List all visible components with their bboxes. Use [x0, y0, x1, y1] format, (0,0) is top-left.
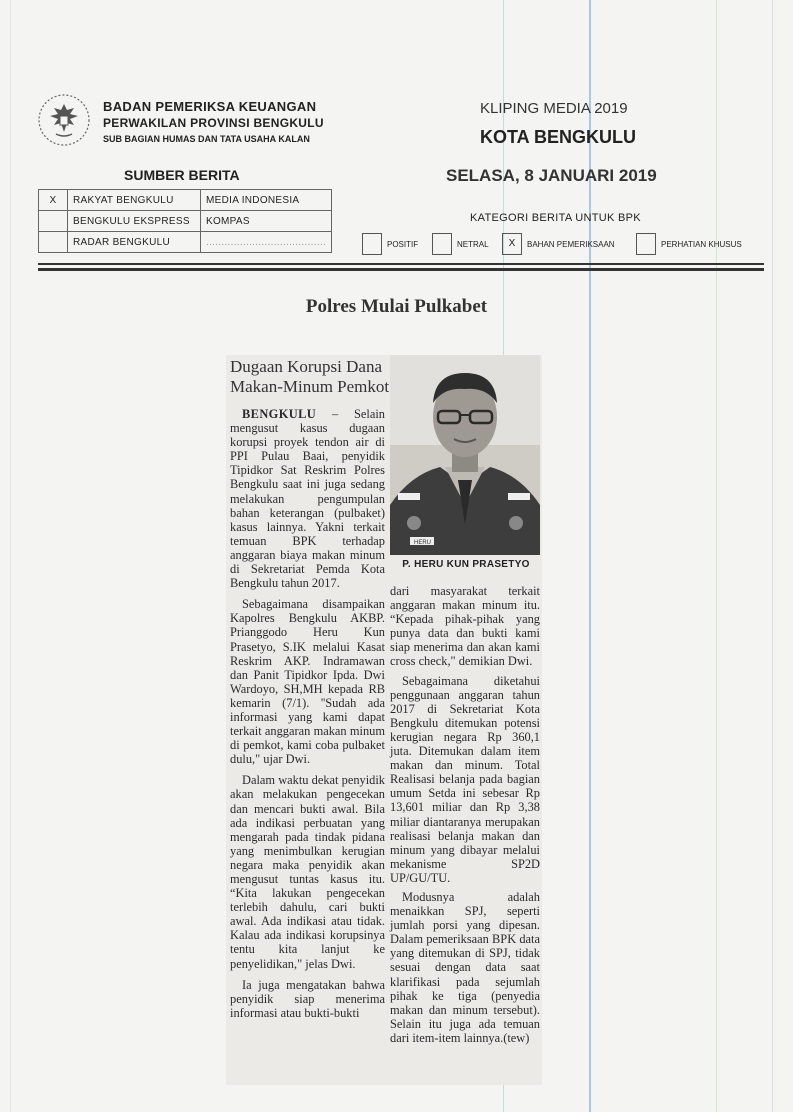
article-headline: Polres Mulai Pulkabet — [305, 296, 488, 317]
table-row — [39, 190, 332, 211]
category-positif — [362, 234, 418, 254]
source-mark: X — [39, 190, 68, 211]
org-region: PERWAKILAN PROVINSI BENGKULU — [103, 116, 324, 130]
article-dateline: BENGKULU — [242, 407, 317, 421]
subhead-line: Makan-Minum Pemkot — [230, 377, 390, 396]
kliping-title: KLIPING MEDIA 2019 — [480, 100, 628, 117]
source-mark — [39, 211, 68, 232]
article-paragraph: dari masyarakat terkait anggaran makan minum itu. “Kepada pihak-pihak yang punya data dan bukti kami siap menerima dan akan kami cross check," demikian Dwi. — [390, 584, 540, 669]
article-column-2 — [390, 584, 540, 1045]
article-paragraph: Sebagaimana disampaikan Kapolres Bengkulu AKBP. Prianggodo Heru Kun Prasetyo, S.IK melalui Kasat Reskrim AKP. Indramawan dan Panit Tipidkor Ipda. Dwi Wardoyo, SH,MH kepada RB kemarin (7/1). ''Sudah ada informasi yang kami dapat terkait anggaran makan minum di pemkot, kami coba pulbaket dulu," ujar Dwi. — [230, 597, 385, 767]
article-paragraph: BENGKULU – Selain mengusut kasus dugaan korupsi proyek tendon air di PPI Pulau Baai, penyidik Tipidkor Sat Reskrim Polres Bengkulu saat ini juga sedang melakukan pengumpulan bahan keterangan (pulbaket) kasus lainnya. Yakni terkait temuan BPK terhadap anggaran biaya makan minum di Sekretariat Pemda Kota Bengkulu tahun 2017. — [230, 407, 385, 591]
category-netral — [432, 234, 489, 254]
scan-line — [772, 0, 773, 1112]
article-paragraph: Dalam waktu dekat penyidik akan melakukan pengecekan dan mencari bukti awal. Bila ada indikasi perbuatan yang mengarah pada tindak pidana yang menimbulkan kerugian negara maka penyidik akan mengusut tuntas kasus itu. “Kita lakukan pengecekan terlebih dahulu, cari bukti awal. Ada indikasi atau tidak. Kalau ada indikasi korupsinya tentu kita lanjut ke penyelidikan," jelas Dwi. — [230, 773, 385, 971]
divider — [38, 268, 764, 271]
table-row — [39, 211, 332, 232]
category-title: KATEGORI BERITA UNTUK BPK — [470, 212, 641, 224]
article-paragraph: Ia juga mengatakan bahwa penyidik siap menerima informasi atau bukti-bukti — [230, 977, 385, 1020]
category-label: PERHATIAN KHUSUS — [661, 239, 742, 249]
category-checkbox — [432, 233, 452, 255]
subhead-line: Dugaan Korupsi Dana — [230, 357, 383, 376]
category-label: NETRAL — [457, 239, 489, 249]
source-name: RAKYAT BENGKULU — [68, 190, 201, 211]
city-title: KOTA BENGKULU — [480, 127, 636, 147]
article-subhead — [230, 357, 390, 397]
source-name: RADAR BENGKULU — [68, 232, 201, 253]
article-column-1 — [230, 407, 385, 1020]
divider — [38, 263, 764, 265]
article-paragraph: Modusnya adalah menaikkan SPJ, seperti jumlah porsi yang dipesan. Dalam pemeriksaan BPK data yang ditemukan di SPJ, tidak sesuai dengan data saat klarifikasi pada sejumlah pihak ke tiga (penyedia makan dan minum tersebut). Selain itu juga ada temuan dari item-item lainnya.(tew) — [390, 889, 540, 1045]
org-name: BADAN PEMERIKSA KEUANGAN — [103, 99, 317, 114]
badge-name: HERU — [414, 540, 432, 546]
category-checkbox — [362, 233, 382, 255]
category-label: BAHAN PEMERIKSAAN — [527, 239, 615, 249]
scan-line — [10, 0, 11, 1112]
category-perhatian-khusus — [636, 234, 742, 254]
source-name: KOMPAS — [201, 211, 332, 232]
scan-line — [716, 0, 717, 1112]
garuda-logo-icon — [36, 92, 92, 148]
source-title: SUMBER BERITA — [124, 167, 240, 183]
source-table — [38, 189, 332, 253]
article-paragraph: Sebagaimana diketahui penggunaan anggaran tahun 2017 di Sekretariat Kota Bengkulu ditemukan potensi kerugian negara Rp 360,1 juta. Ditemukan dalam item makan dan minum. Total Realisasi belanja pada bagian umum Setda ini sebesar Rp 13,601 miliar dan Rp 3,38 miliar diantaranya merupakan realisasi belanja makan dan minum yang dibayar melalui mekanisme SP2D UP/GU/TU. — [390, 673, 540, 885]
officer-photo — [390, 355, 540, 555]
category-bahan-pemeriksaan — [502, 234, 615, 254]
officer-portrait-icon — [390, 355, 540, 555]
category-checkbox: X — [502, 233, 522, 255]
source-name: BENGKULU EKSPRESS — [68, 211, 201, 232]
source-mark — [39, 232, 68, 253]
source-name: ....................................... — [201, 232, 332, 253]
category-checkbox — [636, 233, 656, 255]
source-name: MEDIA INDONESIA — [201, 190, 332, 211]
table-row — [39, 232, 332, 253]
category-label: POSITIF — [387, 239, 419, 249]
photo-caption: P. HERU KUN PRASETYO — [402, 559, 530, 570]
org-subdivision: SUB BAGIAN HUMAS DAN TATA USAHA KALAN — [103, 134, 310, 144]
date-title: SELASA, 8 JANUARI 2019 — [446, 166, 657, 185]
